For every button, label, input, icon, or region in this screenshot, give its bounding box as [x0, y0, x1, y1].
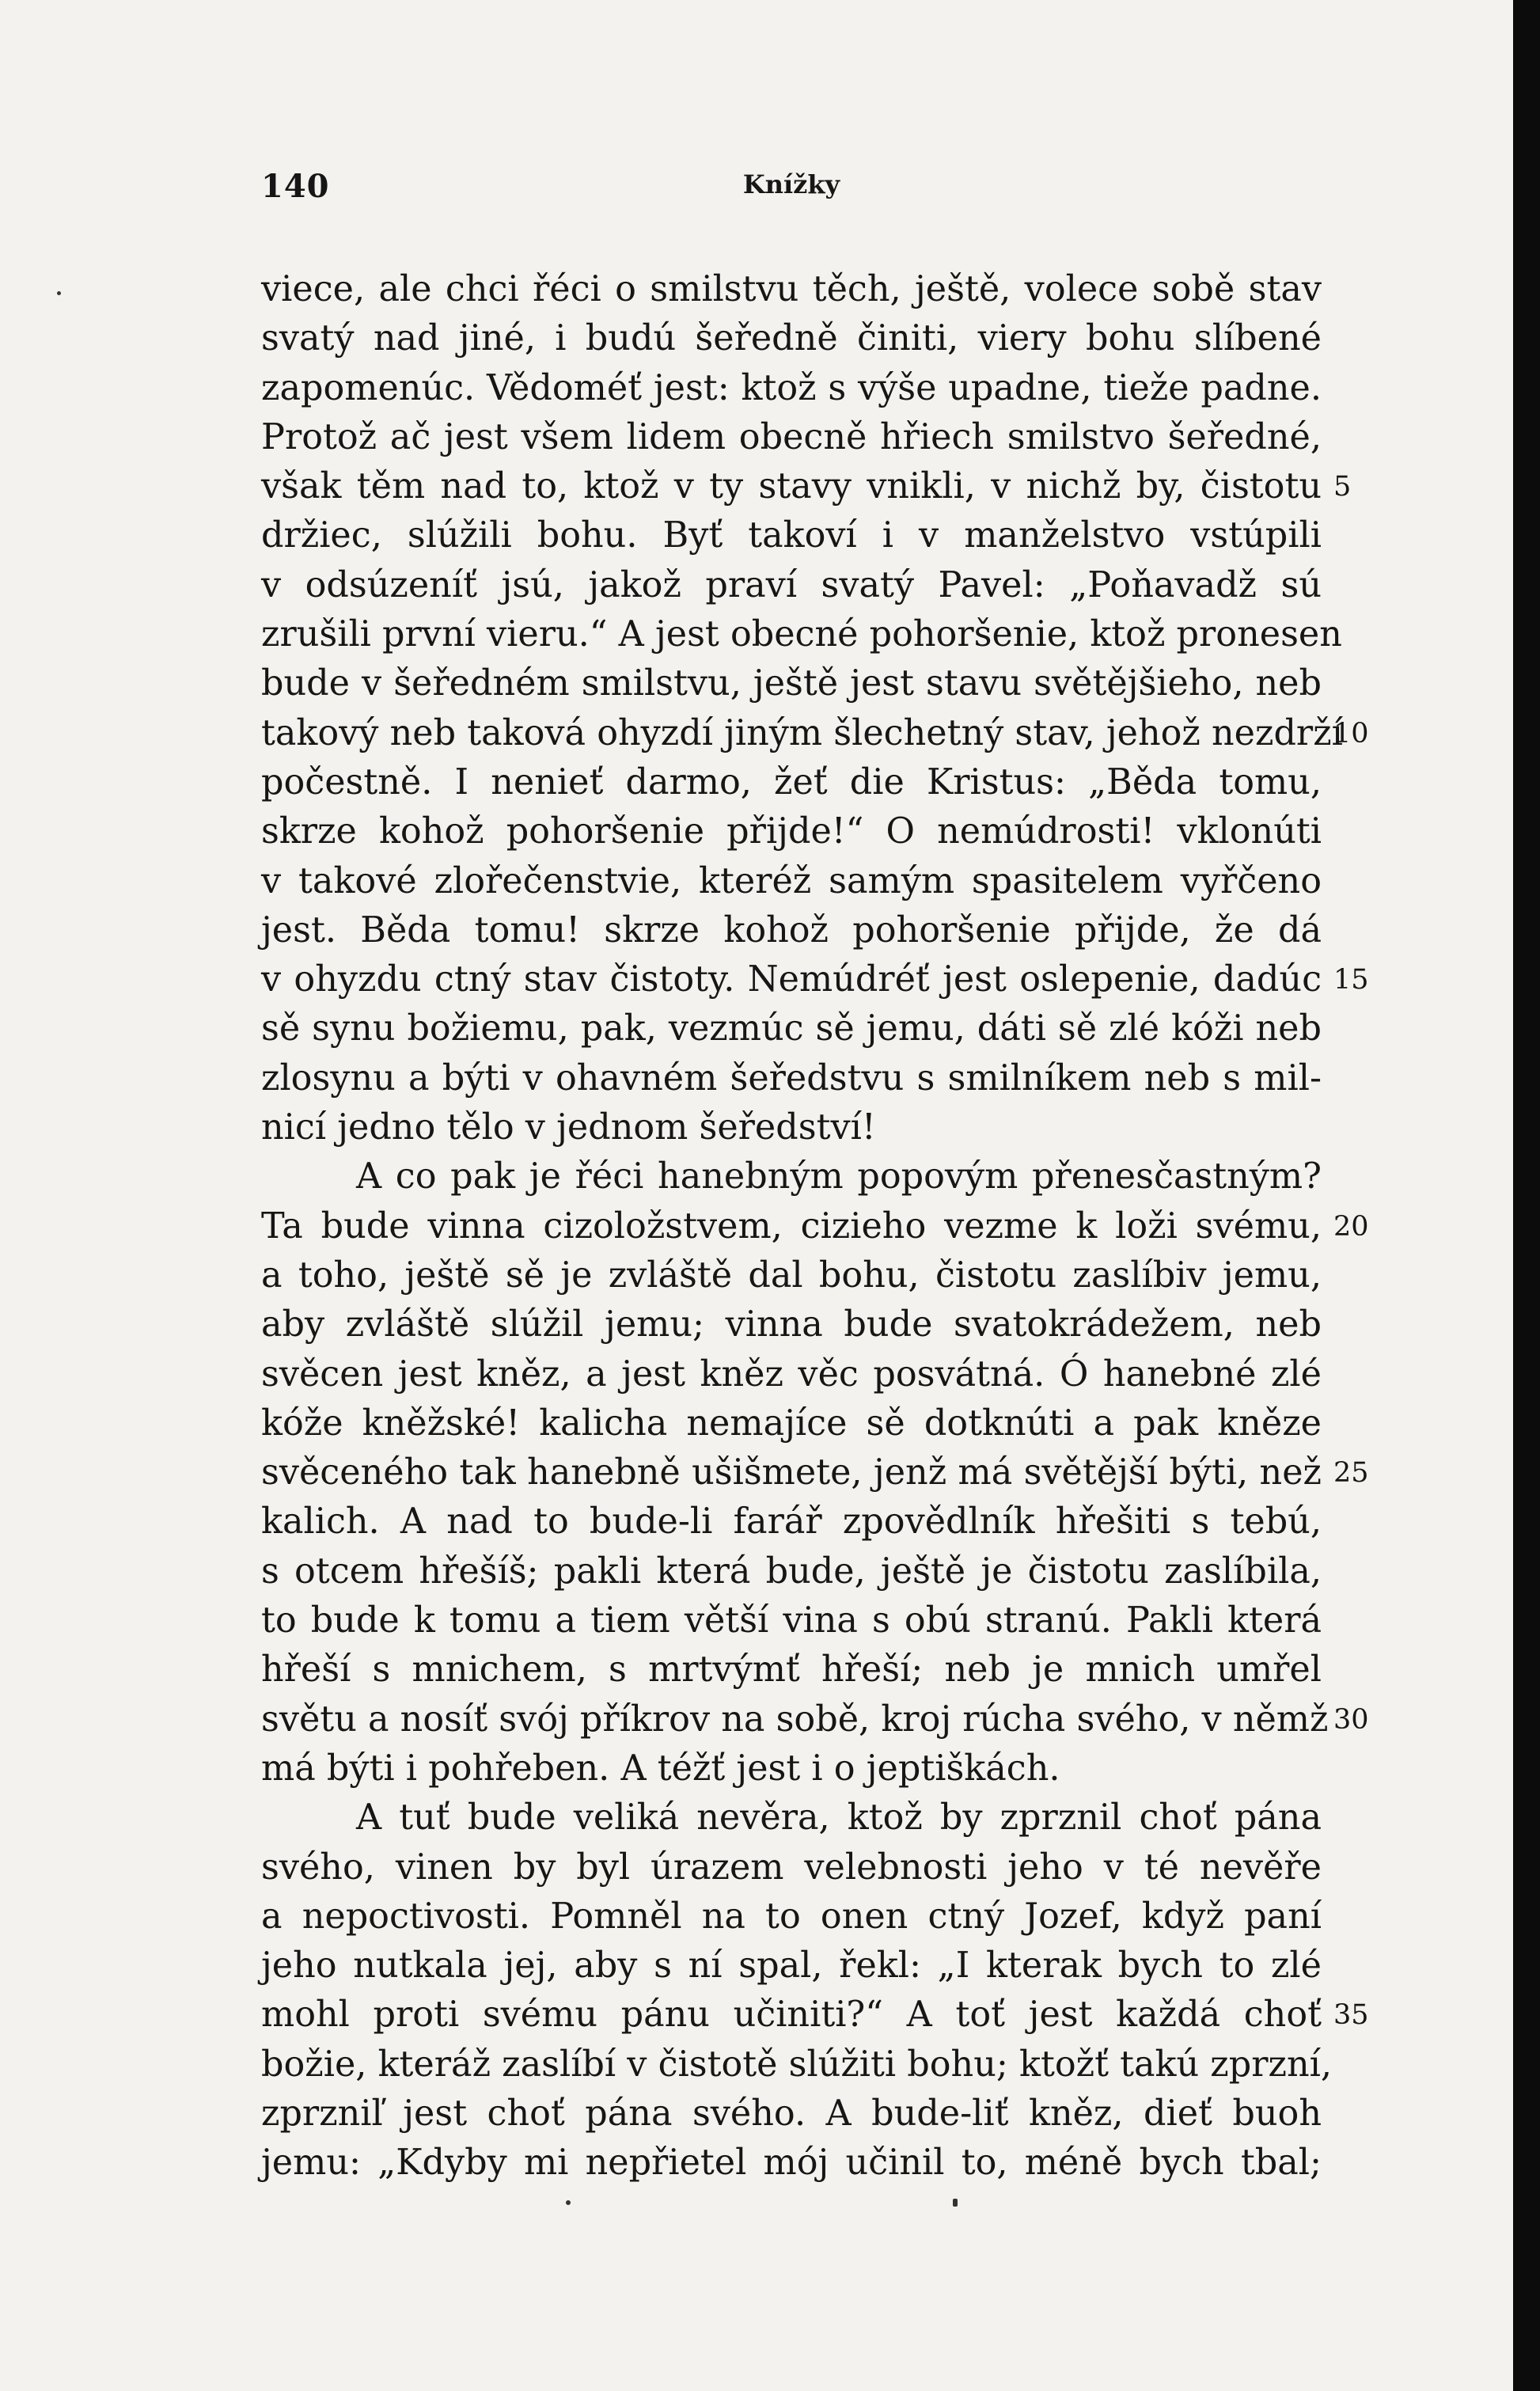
line-number: 35	[1333, 1999, 1369, 2032]
text-line-content: takový neb taková ohyzdí jiným šlechetný stav, jehož nezdrží	[261, 712, 1343, 753]
text-line-content: Ta bude vinna cizoložstvem, cizieho vezme k loži svému,	[261, 1205, 1322, 1247]
text-line-content: viece, ale chci řéci o smilstvu těch, ještě, volece sobě stav	[261, 269, 1322, 309]
text-line	[261, 1004, 1322, 1053]
text-line	[261, 462, 1352, 511]
text-line-content: v takové zlořečenstvie, kteréž samým spasitelem vyřčeno	[261, 860, 1322, 901]
text-line-content: v ohyzdu ctný stav čistoty. Nemúdréť jest oslepenie, dadúc	[261, 959, 1322, 1000]
text-line-content: aby zvláště slúžil jemu; vinna bude svatokrádežem, neb	[261, 1304, 1322, 1345]
text-line	[261, 1596, 1322, 1645]
text-line-content: a toho, ještě sě je zvláště dal bohu, čistotu zaslíbiv jemu,	[261, 1254, 1322, 1296]
text-line-content: jeho nutkala jej, aby s ní spal, řekl: „I kterak bych to zlé	[261, 1945, 1322, 1987]
text-line-content: zrušili první vieru.“ A jest obecné pohoršenie, ktož pronesen	[261, 614, 1342, 655]
text-line	[261, 955, 1369, 1004]
text-line	[261, 906, 1322, 955]
text-line	[261, 1202, 1369, 1251]
running-title: Knížky	[742, 169, 840, 199]
text-line-content: svěcen jest kněz, a jest kněz věc posvátná. Ó hanebné zlé	[261, 1353, 1322, 1395]
text-line	[261, 1695, 1369, 1744]
text-line-content: hřeší s mnichem, s mrtvýmť hřeší; neb je mnich umřel	[261, 1649, 1322, 1691]
text-line	[261, 364, 1322, 413]
text-line	[261, 1251, 1322, 1300]
text-line-content: A co pak je řéci hanebným popovým přenesčastným?	[356, 1156, 1322, 1197]
scan-speck	[953, 2199, 958, 2207]
text-line	[261, 1547, 1322, 1596]
text-line	[261, 1152, 1322, 1201]
scan-border	[1513, 0, 1540, 2391]
text-line	[261, 2040, 1332, 2089]
text-line	[261, 1497, 1322, 1547]
text-line-content: svého, vinen by byl úrazem velebnosti jeho v té nevěře	[261, 1846, 1322, 1888]
text-line-content: zapomenúc. Vědoméť jest: ktož s výše upadne, tieže padne.	[261, 367, 1322, 408]
line-number: 5	[1333, 471, 1352, 503]
text-line-content: v odsúzeníť jsú, jakož praví svatý Pavel: „Poňavadž sú	[261, 564, 1322, 605]
text-line-content: bude v šeředném smilstvu, ještě jest stavu světějšieho, neb	[261, 663, 1322, 704]
text-line	[261, 2139, 1322, 2188]
text-line	[261, 857, 1322, 906]
body-text	[261, 265, 1369, 2188]
text-line	[261, 511, 1322, 560]
text-line-content: svatý nad jiné, i budú šeředně činiti, viery bohu slíbené	[261, 318, 1322, 359]
text-line	[261, 265, 1322, 314]
text-line	[261, 1448, 1369, 1497]
text-line-content: má býti i pohřeben. A téžť jest i o jeptiškách.	[261, 1748, 1060, 1789]
text-line-content: však těm nad to, ktož v ty stavy vnikli, v nichž by, čistotu	[261, 466, 1322, 507]
page-header	[261, 168, 1322, 207]
text-line-content: sě synu božiemu, pak, vezmúc sě jemu, dáti sě zlé kóži neb	[261, 1008, 1322, 1049]
page-number: 140	[261, 168, 330, 205]
text-line	[261, 1941, 1322, 1991]
text-line-content: držiec, slúžili bohu. Byť takoví i v manželstvo vstúpili	[261, 515, 1322, 556]
text-line	[261, 314, 1322, 363]
text-line	[261, 709, 1369, 758]
text-line-content: a nepoctivosti. Pomněl na to onen ctný Jozef, když paní	[261, 1896, 1322, 1937]
text-line-content: kalich. A nad to bude-li farář zpovědlník hřešiti s tebú,	[261, 1501, 1322, 1543]
line-number: 25	[1333, 1457, 1369, 1490]
text-line	[261, 1892, 1322, 1941]
text-line-content: zprzniľ jest choť pána svého. A bude-liť kněz, dieť buoh	[261, 2093, 1322, 2134]
text-line-content: kóže kněžské! kalicha nemajíce sě dotknúti a pak kněze	[261, 1402, 1322, 1444]
text-line-content: jest. Běda tomu! skrze kohož pohoršenie přijde, že dá	[261, 909, 1322, 951]
text-line	[261, 807, 1322, 856]
text-line	[261, 1054, 1322, 1103]
text-line-content: mohl proti svému pánu učiniti?“ A toť jest každá choť	[261, 1994, 1322, 2036]
scan-speck	[566, 2200, 571, 2205]
text-line	[261, 561, 1322, 610]
text-line	[261, 1350, 1322, 1399]
text-line-content: počestně. I nenieť darmo, žeť die Kristus: „Běda tomu,	[261, 761, 1322, 803]
text-line-content: zlosynu a býti v ohavném šeředstvu s smilníkem neb s mil-	[261, 1057, 1322, 1099]
text-line-content: božie, kteráž zaslíbí v čistotě slúžiti bohu; ktožť takú zprzní,	[261, 2044, 1332, 2085]
text-line-content: A tuť bude veliká nevěra, ktož by zprznil choť pána	[356, 1797, 1322, 1839]
text-line-content: skrze kohož pohoršenie přijde!“ O nemúdrosti! vklonúti	[261, 811, 1322, 852]
text-line-content: Protož ač jest všem lidem obecně hřiech smilstvo šeředné,	[261, 416, 1322, 457]
text-line	[261, 1399, 1322, 1448]
text-line-content: to bude k tomu a tiem větší vina s obú stranú. Pakli která	[261, 1600, 1322, 1641]
text-line	[261, 2089, 1322, 2139]
text-line-content: jemu: „Kdyby mi nepřietel mój učinil to, méně bych tbal;	[261, 2142, 1322, 2184]
line-number: 15	[1333, 964, 1369, 996]
line-number: 10	[1333, 717, 1369, 750]
text-line	[261, 610, 1342, 659]
text-line	[261, 758, 1322, 807]
line-number: 30	[1333, 1703, 1369, 1736]
text-line	[261, 1793, 1322, 1843]
text-line	[261, 413, 1322, 462]
text-line	[261, 1991, 1369, 2040]
text-line	[261, 1645, 1322, 1695]
text-line	[261, 1103, 1322, 1152]
text-line-content: světu a nosíť svój příkrov na sobě, kroj rúcha svého, v němž	[261, 1698, 1329, 1740]
text-line-content: s otcem hřešíš; pakli která bude, ještě je čistotu zaslíbila,	[261, 1550, 1322, 1592]
text-line	[261, 1843, 1322, 1892]
text-line	[261, 659, 1322, 708]
line-number: 20	[1333, 1210, 1369, 1243]
text-line-content: svěceného tak hanebně ušišmete, jenž má světější býti, než	[261, 1452, 1322, 1493]
text-line-content: nicí jedno tělo v jednom šeředství!	[261, 1107, 876, 1148]
text-line	[261, 1744, 1322, 1793]
text-line	[261, 1300, 1322, 1349]
scan-speck	[57, 291, 61, 295]
